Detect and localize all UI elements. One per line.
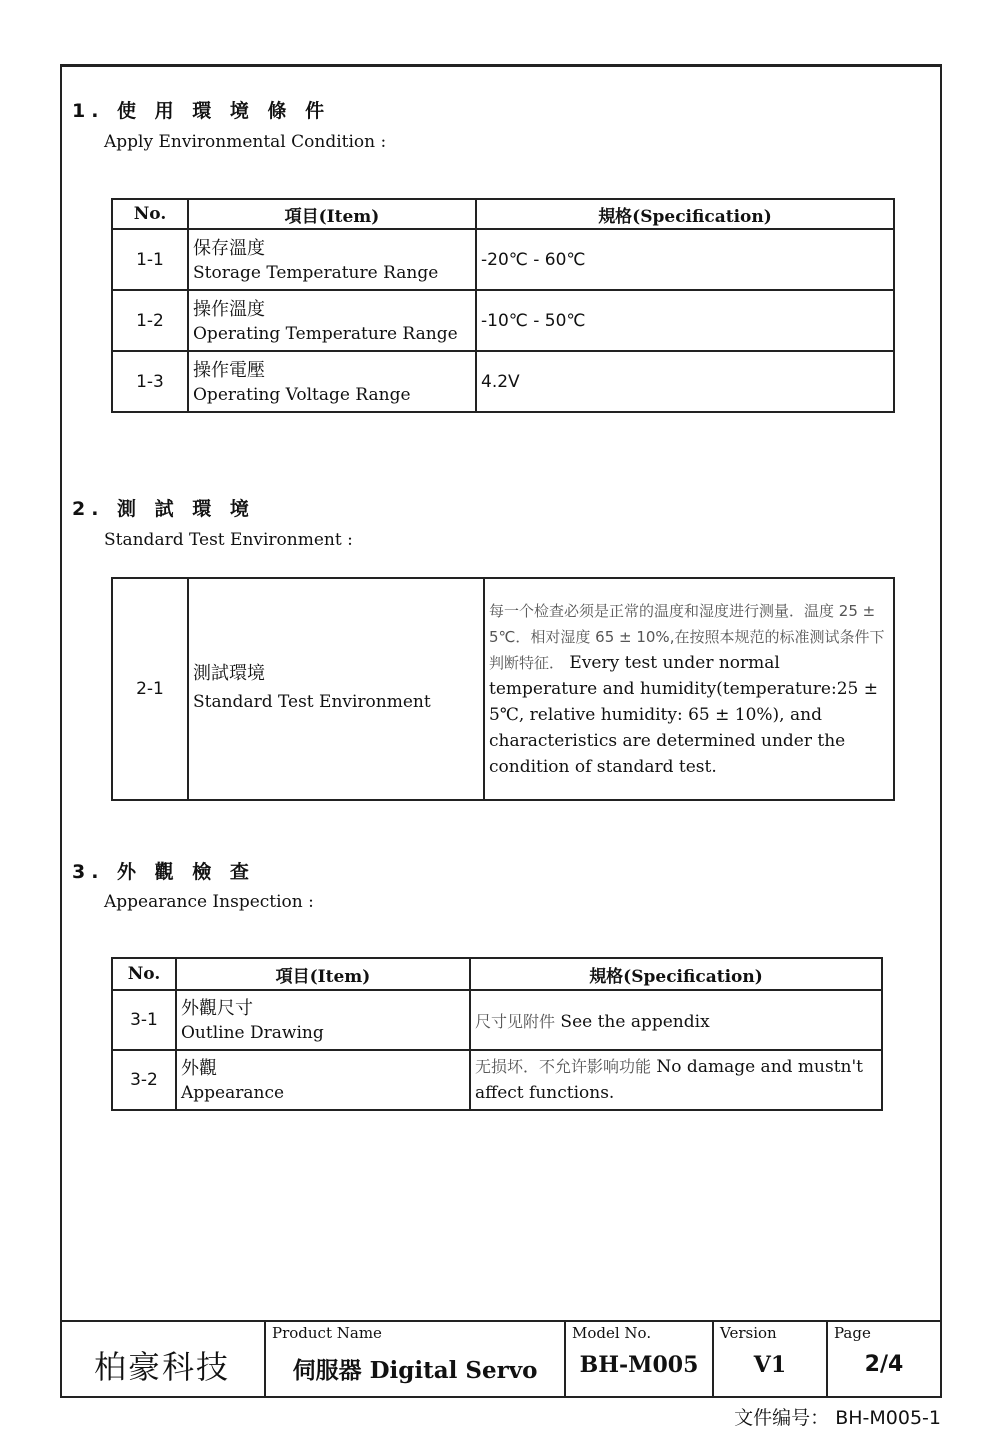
spec-text-en: Every test under normal temperature and humidity(temperature:25 ± 5℃, relative humidity: 65 ± 10%), and characteristics are determined under the condition of standard test.	[489, 653, 878, 777]
item-name-en: Standard Test Environment	[193, 692, 431, 712]
table-row	[112, 578, 894, 800]
title-block	[60, 1320, 942, 1398]
spec-text-en: See the appendix	[560, 1011, 710, 1032]
section-1-subtitle: Apply Environmental Condition :	[104, 132, 387, 152]
page-cell	[826, 1322, 940, 1398]
item-name-en: Appearance	[181, 1083, 285, 1103]
item-name-en: Operating Voltage Range	[193, 384, 411, 405]
item-name-zh: 操作溫度	[193, 298, 265, 320]
item-name-zh: 測試環境	[193, 663, 265, 684]
spec-value	[470, 990, 882, 1050]
section-3-title: 3. 外 觀 檢 查	[72, 861, 255, 883]
page-value: 2/4	[864, 1352, 904, 1377]
item-name-en: Storage Temperature Range	[193, 262, 439, 283]
table-row	[112, 990, 882, 1050]
section-2-subtitle: Standard Test Environment :	[104, 530, 353, 550]
header-item: 項目(Item)	[188, 199, 476, 229]
section-3-subtitle: Appearance Inspection :	[104, 892, 314, 912]
document-number: 文件编号： BH-M005-1	[734, 1407, 941, 1429]
product-name-cell	[264, 1322, 564, 1398]
model-number-cell	[564, 1322, 712, 1398]
item-cell	[176, 990, 470, 1050]
row-number: 1-1	[112, 229, 188, 290]
company-name: 柏豪科技	[93, 1348, 230, 1386]
item-cell	[176, 1050, 470, 1110]
item-cell	[188, 351, 476, 412]
spec-text-zh: 尺寸见附件	[475, 1011, 556, 1031]
header-item: 項目(Item)	[176, 958, 470, 990]
item-name-en: Outline Drawing	[181, 1023, 324, 1043]
product-name-label: Product Name	[272, 1324, 382, 1342]
table-row	[112, 229, 894, 290]
row-number: 3-1	[112, 990, 176, 1050]
spec-value	[484, 578, 894, 800]
header-spec: 規格(Specification)	[470, 958, 882, 990]
table-row	[112, 1050, 882, 1110]
table-header-row	[112, 958, 882, 990]
product-name-value: 伺服器 Digital Servo	[292, 1357, 538, 1384]
table-header-row	[112, 199, 894, 229]
row-number: 1-2	[112, 290, 188, 351]
model-number-value: BH-M005	[579, 1352, 699, 1378]
header-no: No.	[112, 199, 188, 229]
item-name-en: Operating Temperature Range	[193, 323, 458, 344]
version-value: V1	[753, 1352, 787, 1378]
spec-text-zh: 每一个检查必须是正常的温度和湿度进行测量．温度 25 ± 5℃．相对湿度 65 ± 10%,在按照本规范的标准测试条件下判断特征．	[489, 602, 885, 672]
item-name-zh: 保存溫度	[193, 237, 265, 259]
section-2-title: 2. 測 試 環 境	[72, 498, 255, 520]
row-number: 3-2	[112, 1050, 176, 1110]
spec-text-en: No damage and mustn't affect functions.	[475, 1057, 864, 1103]
page-label: Page	[834, 1324, 871, 1342]
item-name-zh: 外觀尺寸	[181, 998, 253, 1019]
appearance-inspection-table	[111, 957, 883, 1111]
item-cell	[188, 578, 484, 800]
row-number: 2-1	[112, 578, 188, 800]
header-no: No.	[112, 958, 176, 990]
version-cell	[712, 1322, 826, 1398]
environment-condition-table	[111, 198, 895, 413]
model-number-label: Model No.	[572, 1324, 652, 1342]
section-1-title: 1. 使 用 環 境 條 件	[72, 100, 331, 122]
spec-value: 4.2V	[476, 351, 894, 412]
spec-text-zh: 无损坏．不允许影响功能	[475, 1057, 652, 1076]
spec-value: -10℃ - 50℃	[476, 290, 894, 351]
item-name-zh: 外觀	[181, 1058, 217, 1079]
test-environment-table	[111, 577, 895, 801]
spec-value	[470, 1050, 882, 1110]
table-row	[112, 290, 894, 351]
spec-value: -20℃ - 60℃	[476, 229, 894, 290]
header-spec: 規格(Specification)	[476, 199, 894, 229]
version-label: Version	[720, 1324, 777, 1342]
item-cell	[188, 290, 476, 351]
table-row	[112, 351, 894, 412]
row-number: 1-3	[112, 351, 188, 412]
item-name-zh: 操作電壓	[193, 359, 265, 381]
item-cell	[188, 229, 476, 290]
